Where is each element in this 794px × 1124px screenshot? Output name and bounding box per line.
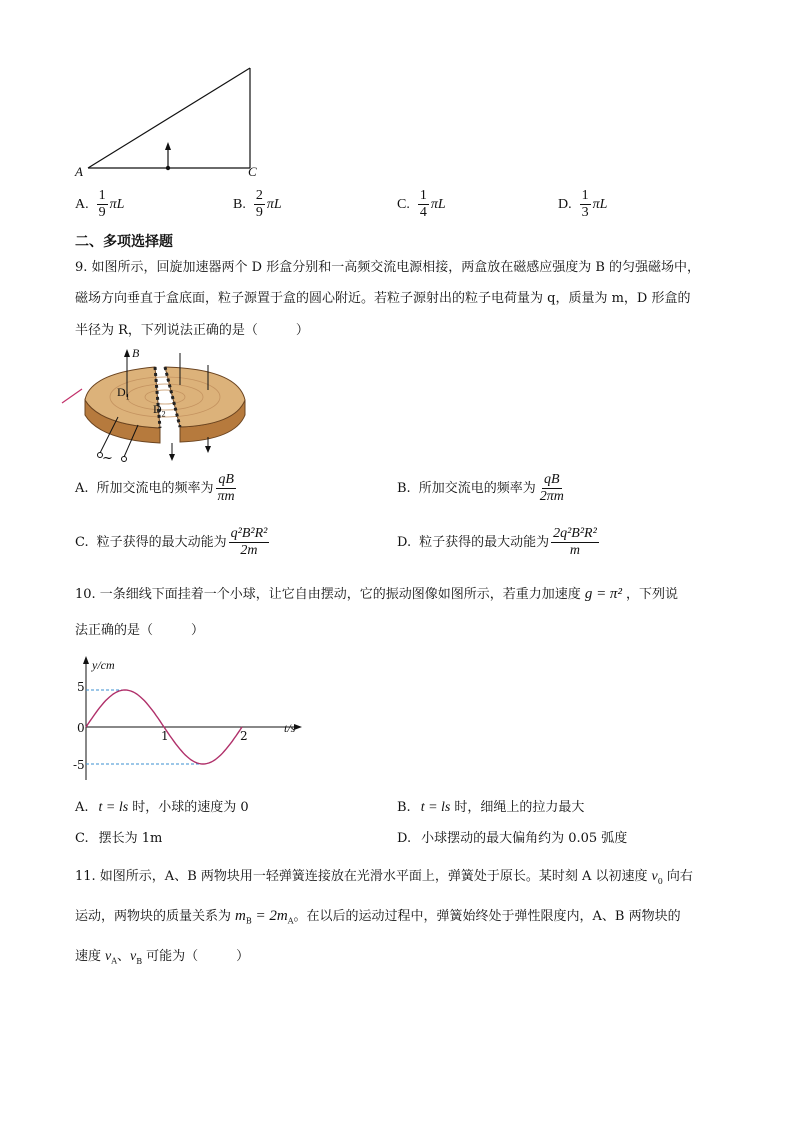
q8-option-c[interactable]: C. $\frac{1}{4}$ πL [397, 188, 446, 220]
x-tick-1: 1 [161, 729, 169, 743]
q9-line-1: 9. 如图所示，回旋加速器两个 D 形盒分别和一高频交流电源相接，两盒放在磁感应强度为 B 的匀强磁场中， [75, 260, 701, 275]
q9-option-c[interactable]: C. 粒子获得的最大动能为 $\frac{\text{q²B²R²}}{2m}$ [75, 526, 268, 558]
q11-line-1: 11. 如图所示，A、B 两物块用一轻弹簧连接放在光滑水平面上，弹簧处于原长。某时刻 A 以初速度 $v_0$ 向右 [75, 869, 693, 886]
y-axis-arrow [83, 656, 89, 664]
y-axis-label: y/cm [92, 658, 115, 672]
q10-line-1: 10. 一条细线下面挂着一个小球，让它自由摆动，它的振动图像如图所示，若重力加速度 g = π² ，下列说 [75, 586, 678, 602]
x-axis-label: t/s [284, 721, 296, 735]
triangle-hypotenuse [88, 68, 250, 168]
x-tick-2: 2 [240, 729, 248, 743]
q9-line-3: 半径为 R，下列说法正确的是（ ） [75, 323, 309, 338]
section-title: 二、多项选择题 [75, 234, 173, 250]
label-a: A [75, 164, 83, 179]
q10-option-a[interactable]: A. t = ls 时，小球的速度为 0 [75, 800, 249, 815]
q8-option-d[interactable]: D. $\frac{1}{3}$ πL [558, 188, 608, 220]
y-tick-0: 0 [77, 721, 85, 735]
q11-line-3: 速度 $v_A$、$v_B$ 可能为（ ） [75, 949, 250, 966]
q10-option-d[interactable]: D. 小球摆动的最大偏角约为 0.05 弧度 [397, 831, 628, 846]
q9-option-d[interactable]: D. 粒子获得的最大动能为 $\frac{\text{2q²B²R²}}{m}$ [397, 526, 597, 558]
label-c: C [248, 164, 257, 179]
q8-option-b[interactable]: B. $\frac{2}{9}$ πL [233, 188, 282, 220]
ac-source-icon: ~ [102, 451, 113, 466]
q9-option-a[interactable]: A. 所加交流电的频率为 $\frac{qB}{\pi m}$ [75, 472, 235, 504]
cyclotron-label-d2: $D_2$ [153, 402, 166, 419]
cyclotron-label-d1: $D_1$ [117, 385, 130, 402]
y-tick-5: 5 [77, 680, 85, 694]
q11-line-2: 运动，两物块的质量关系为 $m_B = 2m_A$。在以后的运动过程中，弹簧始终处于弹性限度内，A、B 两物块的 [75, 908, 681, 926]
q9-line-2: 磁场方向垂直于盒底面，粒子源置于盒的圆心附近。若粒子源射出的粒子电荷量为 q，质量为 m，D 形盒的 [75, 291, 691, 306]
y-tick-neg5: -5 [73, 758, 85, 772]
q10-option-b[interactable]: B. t = ls 时，细绳上的拉力最大 [397, 800, 585, 815]
q9-option-b[interactable]: B. 所加交流电的频率为 $\frac{qB}{2\pi m}$ [397, 472, 564, 504]
q10-line-2: 法正确的是（ ） [75, 623, 205, 638]
velocity-arrow-head [165, 142, 171, 150]
cyclotron-label-b: B [132, 346, 140, 360]
triangle-figure [60, 60, 280, 180]
q8-option-a[interactable]: A. $\frac{1}{9}$ πL [75, 188, 125, 220]
q10-option-c[interactable]: C. 摆长为 1m [75, 831, 163, 846]
